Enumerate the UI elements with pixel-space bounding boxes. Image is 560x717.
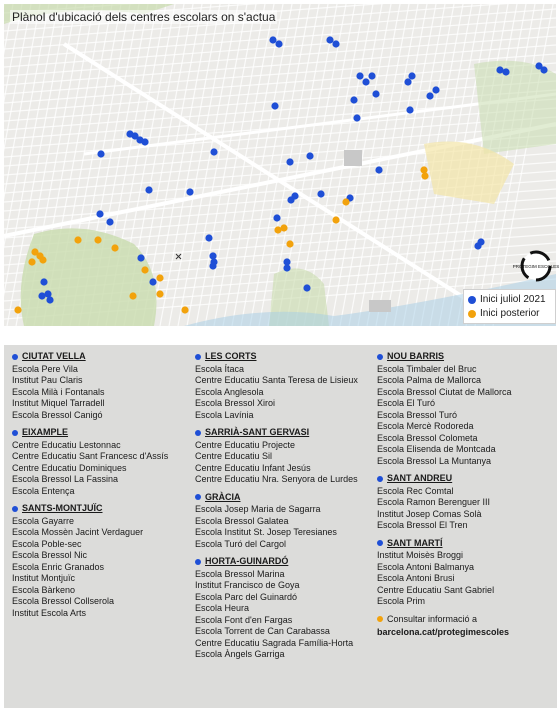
school-item: Escola Parc del Guinardó [195, 591, 298, 602]
school-item: Escola Torrent de Can Carabassa [195, 626, 330, 636]
school-marker-blue [286, 158, 293, 165]
school-item: Centre Educatiu Sagrada Família-Horta [195, 637, 354, 648]
school-item: Escola Bressol Xiroi [195, 398, 276, 408]
school-item: Escola Font d'en Fargas [195, 614, 293, 625]
school-marker-blue [269, 36, 276, 43]
school-marker-blue [40, 278, 47, 285]
list-column-2 [195, 351, 379, 667]
district-heading [195, 427, 379, 439]
district-name: NOU BARRIS [387, 351, 445, 361]
district-block [195, 427, 379, 486]
school-marker-blue [283, 264, 290, 271]
school-item: Escola Bressol Turó [377, 409, 458, 420]
school-marker-blue [306, 152, 313, 159]
blue-dot-icon [12, 354, 18, 360]
district-block [195, 351, 379, 421]
school-item: Centre Educatiu Sant Gabriel [377, 584, 495, 595]
list-column-3 [377, 351, 555, 639]
school-marker-blue [356, 72, 363, 79]
orange-dot-icon [377, 616, 383, 622]
school-item: Escola Bressol El Tren [377, 520, 468, 530]
district-name: CIUTAT VELLA [22, 351, 86, 361]
school-item: Institut Francisco de Goya [195, 580, 300, 590]
blue-dot-icon [377, 476, 383, 482]
district-name: HORTA-GUINARDÓ [205, 556, 289, 566]
school-marker-blue [275, 40, 282, 47]
school-list-panel [4, 345, 557, 708]
school-item: Escola Bressol Marina [195, 568, 285, 579]
school-marker-blue [432, 86, 439, 93]
school-item: Escola Bressol Nic [12, 550, 88, 560]
school-item: Escola Elisenda de Montcada [377, 444, 496, 454]
school-marker-blue [46, 296, 53, 303]
district-name: SANT ANDREU [387, 473, 453, 483]
district-heading [377, 473, 555, 485]
blue-dot-icon [195, 354, 201, 360]
school-marker-blue [186, 188, 193, 195]
school-marker-orange [156, 274, 163, 281]
district-block [377, 538, 555, 608]
school-item: Institut Miquel Tarradell [12, 398, 105, 408]
district-name: SANT MARTÍ [387, 537, 443, 548]
blue-dot-icon [195, 430, 201, 436]
school-marker-blue [149, 278, 156, 285]
blue-dot-icon [12, 506, 18, 512]
school-item: Escola Pere Vila [12, 363, 78, 374]
school-marker-orange [342, 198, 349, 205]
list-column-1 [12, 351, 190, 625]
school-marker-orange [28, 258, 35, 265]
school-marker-blue [326, 36, 333, 43]
school-item: Escola Milà i Fontanals [12, 386, 105, 397]
school-item: Centre Educatiu Nra. Senyora de Lurdes [195, 474, 358, 484]
school-item: Escola Rec Comtal [377, 485, 454, 496]
school-item: Escola Bressol La Muntanya [377, 455, 492, 466]
school-item: Escola El Turó [377, 398, 436, 408]
school-marker-blue [303, 284, 310, 291]
district-block [12, 503, 190, 619]
school-item: Escola Entença [12, 485, 75, 496]
school-marker-blue [38, 292, 45, 299]
circular-logo-icon [512, 248, 560, 284]
school-item: Escola Ítaca [195, 363, 245, 374]
school-marker-blue [502, 68, 509, 75]
school-item: Escola Josep Maria de Sagarra [195, 504, 321, 514]
district-heading [195, 556, 379, 568]
school-marker-blue [372, 90, 379, 97]
school-item: Escola Mossèn Jacint Verdaguer [12, 527, 144, 537]
school-marker-orange [420, 166, 427, 173]
blue-dot-icon [377, 540, 383, 546]
school-marker-blue [97, 150, 104, 157]
school-marker-blue [273, 214, 280, 221]
school-marker-blue [375, 166, 382, 173]
orange-dot-icon [468, 310, 476, 318]
school-marker-orange [286, 240, 293, 247]
info-link[interactable]: barcelona.cat/protegimescoles [377, 627, 510, 637]
school-marker-blue [96, 210, 103, 217]
school-marker-blue [317, 190, 324, 197]
map-title: Plànol d'ubicació dels centres escolars on s'actua [12, 10, 276, 24]
school-marker-blue [362, 78, 369, 85]
landmark-block [369, 300, 391, 312]
school-item: Escola Lavínia [195, 409, 254, 420]
info-note-text-row [377, 614, 555, 626]
school-marker-blue [404, 78, 411, 85]
school-item: Institut Montjuïc [12, 573, 76, 583]
school-item: Escola Prim [377, 596, 426, 606]
school-item: Escola Bressol La Fassina [12, 474, 119, 484]
school-marker-blue [210, 148, 217, 155]
school-marker-orange [39, 256, 46, 263]
district-heading [195, 351, 379, 363]
school-item: Escola Antoni Balmanya [377, 561, 475, 572]
school-marker-blue [145, 186, 152, 193]
info-note [377, 614, 555, 639]
school-item: Centre Educatiu Santa Teresa de Lisieux [195, 375, 358, 385]
district-name: LES CORTS [205, 351, 257, 361]
info-note-text: Consultar informació a [387, 613, 478, 624]
district-heading [377, 351, 555, 363]
district-name: SARRIÀ-SANT GERVASI [205, 427, 310, 437]
legend-item-start-later [468, 307, 551, 321]
legend-item-start-july [468, 293, 551, 307]
school-marker-blue [406, 106, 413, 113]
blue-dot-icon [468, 296, 476, 304]
school-item: Centre Educatiu Projecte [195, 439, 296, 450]
school-item: Escola Institut St. Josep Teresianes [195, 527, 337, 537]
blue-dot-icon [195, 559, 201, 565]
school-marker-blue [209, 252, 216, 259]
school-marker-orange [111, 244, 118, 251]
district-heading [12, 427, 190, 439]
district-name: SANTS-MONTJUÏC [22, 503, 103, 513]
school-item: Centre Educatiu Infant Jesús [195, 462, 311, 473]
school-marker-blue [408, 72, 415, 79]
school-marker-blue [426, 92, 433, 99]
school-marker-blue [205, 234, 212, 241]
school-marker-orange [129, 292, 136, 299]
school-item: Centre Educatiu Sil [195, 451, 273, 461]
district-heading [377, 538, 555, 550]
school-item: Escola Gayarre [12, 515, 75, 526]
school-item: Escola Turó del Cargol [195, 538, 287, 549]
blue-dot-icon [12, 430, 18, 436]
school-item: Institut Moisès Broggi [377, 550, 464, 560]
district-block [377, 351, 555, 467]
school-marker-blue [474, 242, 481, 249]
school-marker-blue [540, 66, 547, 73]
school-location-map [4, 4, 560, 326]
school-marker-blue [106, 218, 113, 225]
legend-label: Inici juliol 2021 [480, 294, 546, 305]
school-item: Escola Bressol Collserola [12, 596, 115, 606]
school-marker-blue [271, 102, 278, 109]
school-item: Escola Àngels Garriga [195, 649, 285, 659]
logo-text: PROTEGIM ESCOLES [512, 264, 560, 269]
school-item: Escola Antoni Brusi [377, 573, 455, 583]
district-name: EIXAMPLE [22, 427, 69, 437]
school-marker-orange [280, 224, 287, 231]
blue-dot-icon [195, 494, 201, 500]
school-marker-orange [74, 236, 81, 243]
district-heading [12, 351, 190, 363]
district-heading [12, 503, 190, 515]
school-marker-orange [332, 216, 339, 223]
school-item: Escola Poble-sec [12, 538, 82, 549]
school-marker-blue [137, 254, 144, 261]
school-item: Centre Educatiu Sant Francesc d'Assís [12, 451, 169, 461]
school-item: Escola Mercè Rodoreda [377, 421, 474, 431]
map-canvas [4, 4, 556, 326]
school-marker-orange [141, 266, 148, 273]
school-item: Centre Educatiu Lestonnac [12, 439, 121, 450]
school-marker-blue [353, 114, 360, 121]
district-heading [195, 492, 379, 504]
district-name: GRÀCIA [205, 491, 241, 502]
school-item: Institut Escola Arts [12, 607, 87, 618]
legend-label: Inici posterior [480, 308, 540, 319]
school-marker-blue [291, 192, 298, 199]
school-marker-blue [332, 40, 339, 47]
school-item: Institut Josep Comas Solà [377, 508, 482, 519]
school-item: Escola Bressol Ciutat de Mallorca [377, 386, 512, 397]
school-marker-orange [156, 290, 163, 297]
park-area [474, 61, 556, 154]
district-block [195, 556, 379, 661]
district-block [195, 492, 379, 551]
school-item: Escola Bressol Colometa [377, 432, 478, 443]
school-marker-blue [350, 96, 357, 103]
school-marker-orange [14, 306, 21, 313]
school-marker-orange [421, 172, 428, 179]
school-item: Escola Bàrkeno [12, 584, 76, 595]
school-item: Escola Bressol Canigó [12, 409, 103, 420]
school-item: Escola Palma de Mallorca [377, 375, 482, 385]
school-marker-orange [181, 306, 188, 313]
school-item: Escola Bressol Galatea [195, 515, 289, 526]
school-item: Escola Ramon Berenguer III [377, 497, 491, 507]
school-item: Escola Heura [195, 603, 250, 613]
district-block [12, 351, 190, 421]
district-block [377, 473, 555, 532]
blue-dot-icon [377, 354, 383, 360]
school-item: Escola Anglesola [195, 386, 264, 397]
district-block [12, 427, 190, 497]
school-item: Centre Educatiu Dominiques [12, 462, 127, 473]
school-item: Escola Enric Granados [12, 561, 105, 572]
landmark-block [344, 150, 362, 166]
school-marker-blue [368, 72, 375, 79]
map-legend [463, 289, 556, 324]
school-item: Institut Pau Claris [12, 375, 83, 385]
school-marker-orange [94, 236, 101, 243]
school-marker-blue [141, 138, 148, 145]
school-item: Escola Timbaler del Bruc [377, 363, 477, 374]
school-marker-blue [210, 258, 217, 265]
